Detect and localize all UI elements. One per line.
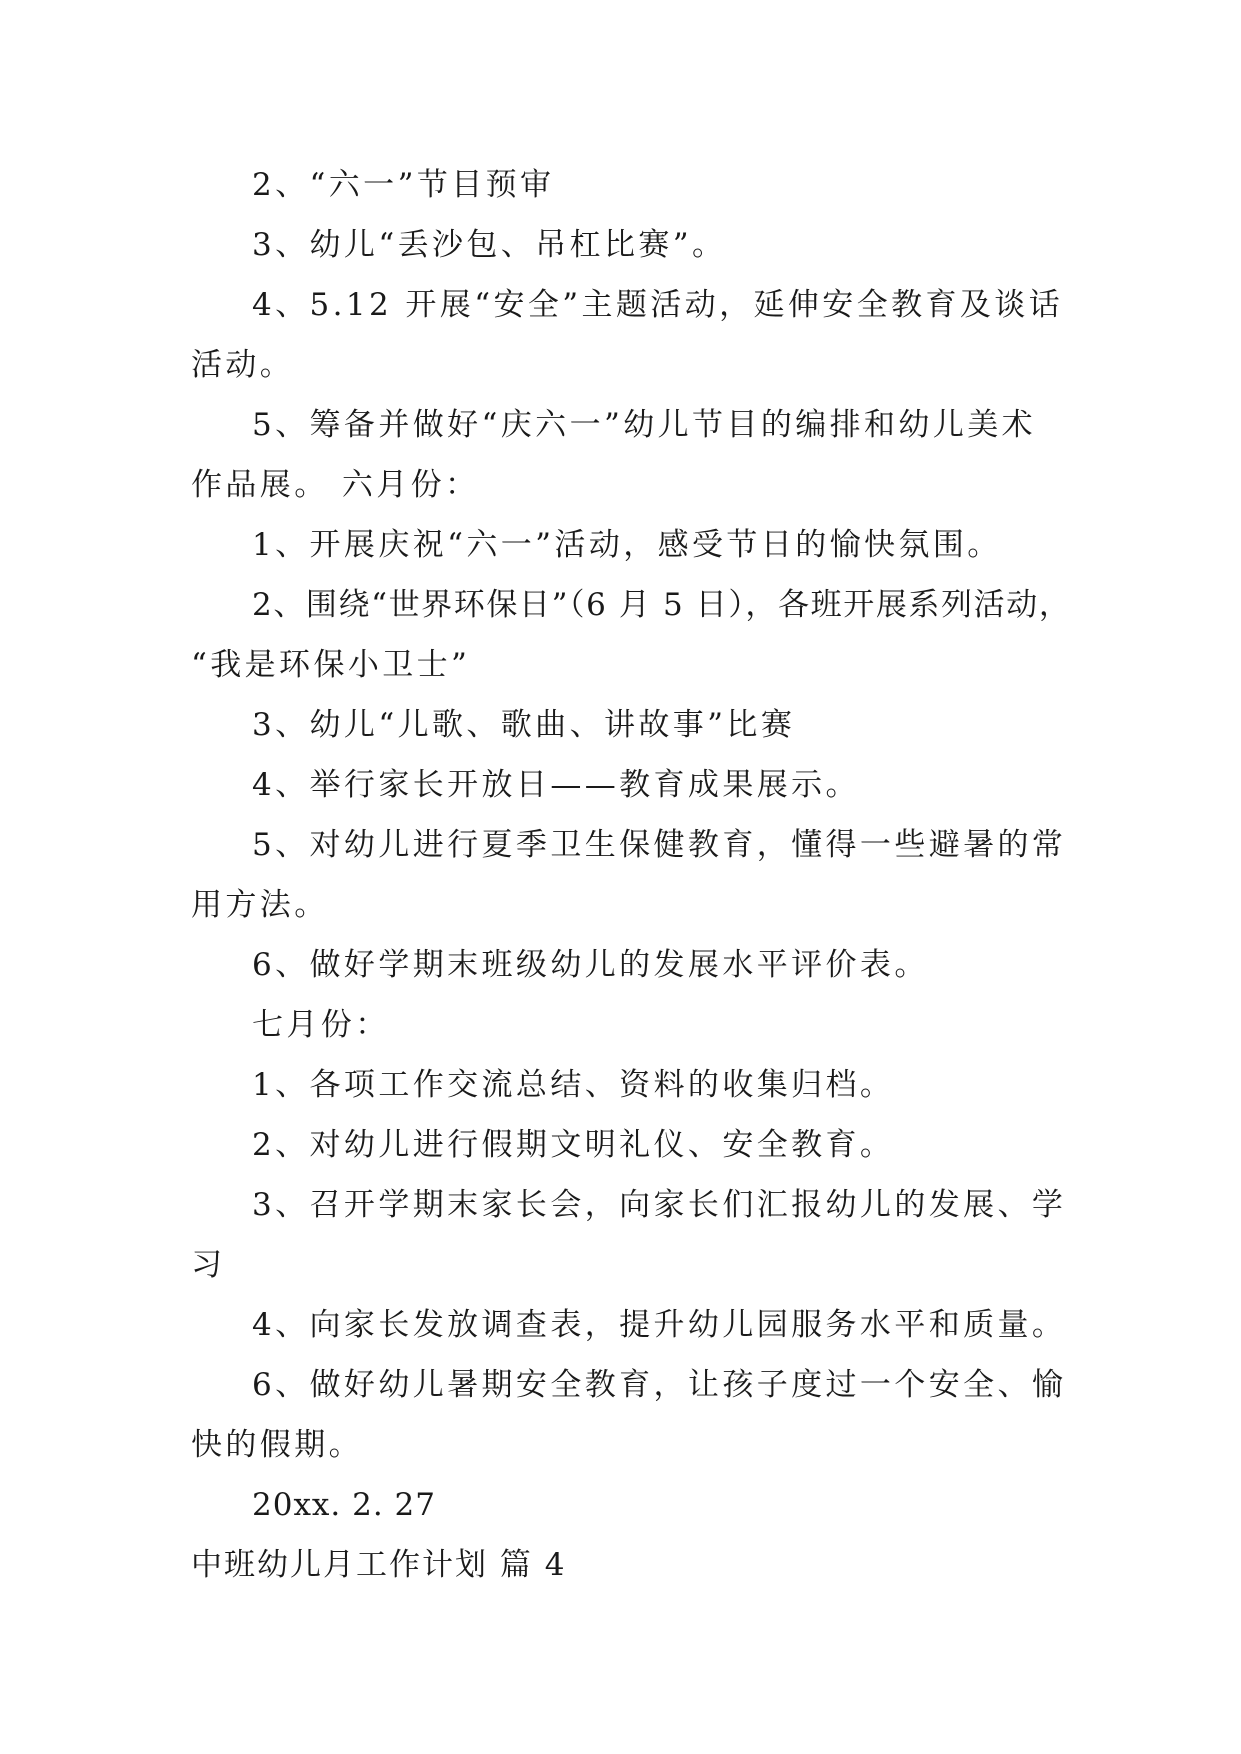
text-line: 5、对幼儿进行夏季卫生保健教育，懂得一些避暑的常	[252, 827, 1067, 863]
text-line: 4、5.12 开展“安全”主题活动，延伸安全教育及谈话	[252, 287, 1064, 323]
section-title: 中班幼儿月工作计划 篇 4	[191, 1547, 567, 1583]
text-line: 1、开展庆祝“六一”活动，感受节日的愉快氛围。	[252, 527, 1002, 563]
text-line: 2、围绕“世界环保日”（6 月 5 日），各班开展系列活动，	[252, 587, 1072, 623]
text-line: 4、举行家长开放日——教育成果展示。	[252, 767, 860, 803]
text-line: 作品展。 六月份：	[191, 467, 480, 503]
section-heading: 七月份：	[252, 1007, 390, 1043]
text-line: 2、对幼儿进行假期文明礼仪、安全教育。	[252, 1127, 895, 1163]
text-line: 6、做好幼儿暑期安全教育，让孩子度过一个安全、愉	[252, 1367, 1067, 1403]
text-line: “我是环保小卫士”	[191, 647, 471, 683]
text-line: 3、幼儿“丢沙包、吊杠比赛”。	[252, 227, 727, 263]
text-line: 习	[191, 1247, 226, 1283]
text-line: 3、幼儿“儿歌、歌曲、讲故事”比赛	[252, 707, 796, 743]
date-line: 20xx. 2. 27	[252, 1487, 436, 1523]
text-line: 3、召开学期末家长会，向家长们汇报幼儿的发展、学	[252, 1187, 1067, 1223]
text-line: 5、筹备并做好“庆六一”幼儿节目的编排和幼儿美术	[252, 407, 1037, 443]
text-line: 快的假期。	[191, 1427, 363, 1463]
text-line: 用方法。	[191, 887, 329, 923]
text-line: 4、向家长发放调查表，提升幼儿园服务水平和质量。	[252, 1307, 1067, 1343]
text-line: 1、各项工作交流总结、资料的收集归档。	[252, 1067, 895, 1103]
text-line: 活动。	[191, 347, 295, 383]
text-line: 2、“六一”节目预审	[252, 167, 555, 203]
text-line: 6、做好学期末班级幼儿的发展水平评价表。	[252, 947, 929, 983]
